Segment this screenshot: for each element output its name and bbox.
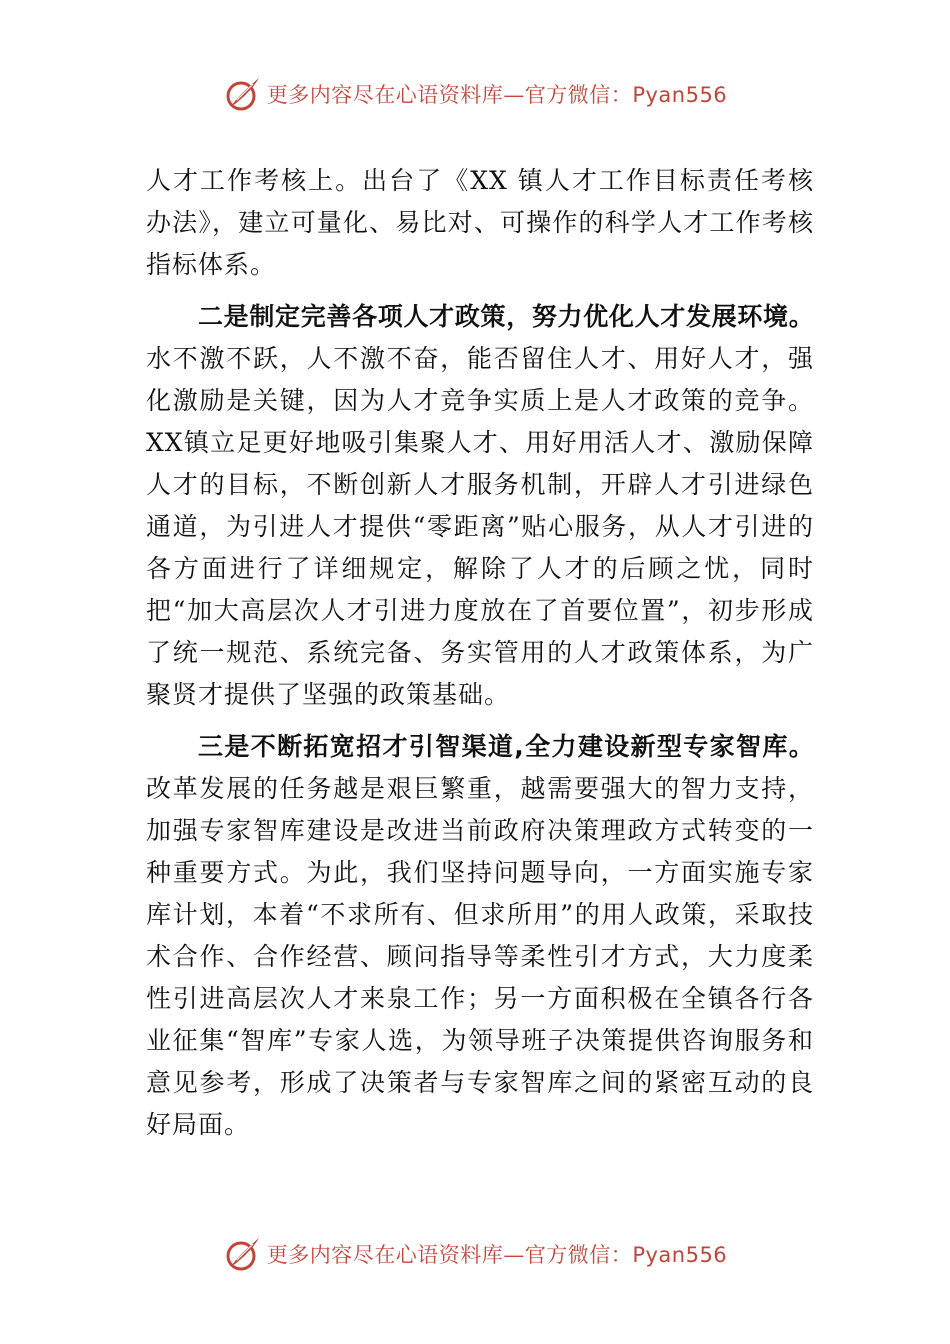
paragraph-3 (146, 726, 814, 1146)
banner-text: 更多内容尽在心语资料库—官方微信：Pyan556 (266, 83, 728, 107)
footer-banner (0, 1230, 950, 1278)
wechat-id: Pyan556 (632, 83, 728, 107)
paragraph-1: 人才工作考核上。出台了《XX 镇人才工作目标责任考核办法》，建立可量化、易比对、可操作的科学人才工作考核指标体系。 (146, 166, 814, 279)
section-lead-3: 三是不断拓宽招才引智渠道,全力建设新型专家智库。 (198, 732, 814, 761)
paragraph-2 (146, 296, 814, 716)
paragraph-3-text: 改革发展的任务越是艰巨繁重，越需要强大的智力支持，加强专家智库建设是改进当前政府决策理政方式转变的一种重要方式。为此，我们坚持问题导向，一方面实施专家库计划，本着“不求所有、但求所用”的用人政策，采取技术合作、合作经营、顾问指导等柔性引才方式，大力度柔性引进高层次人才来泉工作；另一方面积极在全镇各行各业征集“智库”专家人选，为领导班子决策提供咨询服务和意见参考，形成了决策者与专家智库之间的紧密互动的良好局面。 (146, 774, 814, 1139)
document-body (146, 160, 814, 1146)
quill-logo-icon (223, 74, 263, 114)
header-banner (0, 70, 950, 118)
section-lead-2: 二是制定完善各项人才政策，努力优化人才发展环境。 (198, 302, 814, 331)
paragraph-2-text: 水不激不跃，人不激不奋，能否留住人才、用好人才，强化激励是关键，因为人才竞争实质上是人才政策的竞争。XX镇立足更好地吸引集聚人才、用好用活人才、激励保障人才的目标，不断创新人才服务机制，开辟人才引进绿色通道，为引进人才提供“零距离”贴心服务，从人才引进的各方面进行了详细规定，解除了人才的后顾之忧，同时把“加大高层次人才引进力度放在了首要位置”，初步形成了统一规范、系统完备、务实管用的人才政策体系，为广聚贤才提供了坚强的政策基础。 (146, 344, 814, 709)
banner-text: 更多内容尽在心语资料库—官方微信：Pyan556 (266, 1243, 728, 1267)
wechat-id: Pyan556 (632, 1243, 728, 1267)
quill-logo-icon (223, 1234, 263, 1274)
